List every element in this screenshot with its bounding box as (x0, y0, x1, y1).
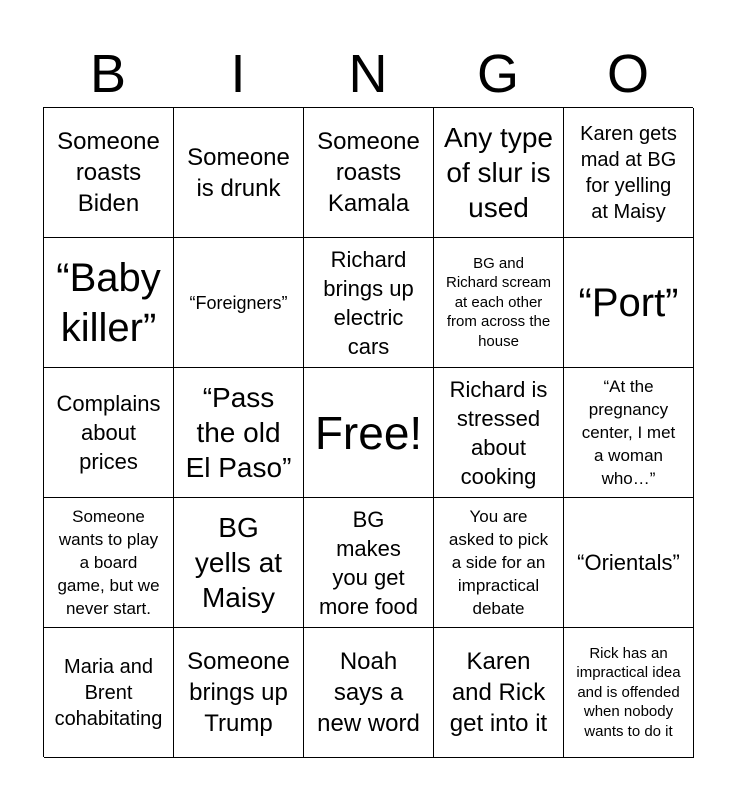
bingo-cell-r1c4[interactable] (434, 108, 564, 238)
cell-label: BG makes you get more food (318, 506, 419, 619)
free-space-label: Free! (314, 406, 423, 459)
cell-label: Someone brings up Trump (187, 648, 290, 737)
cell-label: Maria and Brent cohabitating (54, 655, 163, 730)
bingo-cell-r5c4[interactable] (434, 628, 564, 758)
bingo-cell-r2c2[interactable] (174, 238, 304, 368)
bingo-cell-r5c5[interactable] (564, 628, 694, 758)
cell-label: Someone is drunk (187, 143, 290, 202)
bingo-cell-r5c1[interactable] (44, 628, 174, 758)
cell-label: “Pass the old El Paso” (185, 382, 292, 483)
cell-label: Rick has an impractical idea and is offended when nobody wants to do it (576, 644, 681, 740)
bingo-cell-r4c3[interactable] (304, 498, 434, 628)
cell-label: Noah says a new word (317, 648, 420, 737)
bingo-cell-r1c1[interactable] (44, 108, 174, 238)
bingo-cell-r2c5[interactable] (564, 238, 694, 368)
cell-label: Karen gets mad at BG for yelling at Maisy (580, 122, 677, 223)
bingo-cell-r3c4[interactable] (434, 368, 564, 498)
cell-label: Richard brings up electric cars (323, 246, 414, 359)
cell-label: Complains about prices (56, 391, 161, 474)
header-letter-i: I (230, 44, 246, 104)
header-letter-b: B (89, 44, 127, 104)
bingo-cell-r3c2[interactable] (174, 368, 304, 498)
bingo-cell-r3c5[interactable] (564, 368, 694, 498)
bingo-cell-r1c5[interactable] (564, 108, 694, 238)
bingo-cell-r4c4[interactable] (434, 498, 564, 628)
bingo-cell-r2c4[interactable] (434, 238, 564, 368)
bingo-cell-r2c3[interactable] (304, 238, 434, 368)
cell-label: “Baby killer” (56, 255, 161, 350)
cell-label: “Port” (578, 280, 679, 325)
header-letter-g: G (476, 44, 519, 104)
cell-label: Someone roasts Biden (57, 128, 160, 217)
header-letter-n: N (348, 44, 388, 104)
bingo-cell-r4c2[interactable] (174, 498, 304, 628)
header-letter-o: O (606, 44, 649, 104)
bingo-header (43, 40, 693, 108)
bingo-board (43, 107, 693, 757)
bingo-cell-r4c1[interactable] (44, 498, 174, 628)
cell-label: You are asked to pick a side for an impractical debate (448, 507, 549, 618)
cell-label: “Foreigners” (189, 292, 288, 313)
bingo-cell-r1c2[interactable] (174, 108, 304, 238)
cell-label: BG yells at Maisy (194, 512, 283, 613)
bingo-cell-r5c3[interactable] (304, 628, 434, 758)
bingo-cell-r3c1[interactable] (44, 368, 174, 498)
cell-label: Karen and Rick get into it (449, 648, 548, 737)
bingo-cell-r2c1[interactable] (44, 238, 174, 368)
bingo-cell-r1c3[interactable] (304, 108, 434, 238)
cell-label: Someone roasts Kamala (317, 128, 420, 217)
free-space-cell[interactable] (304, 368, 434, 498)
bingo-cell-r4c5[interactable] (564, 498, 694, 628)
cell-label: Richard is stressed about cooking (449, 376, 548, 489)
cell-label: “At the pregnancy center, I met a woman who…” (581, 377, 676, 488)
cell-label: BG and Richard scream at each other from across the house (445, 254, 552, 350)
cell-label: “Orientals” (577, 550, 680, 575)
bingo-cell-r5c2[interactable] (174, 628, 304, 758)
cell-label: Someone wants to play a board game, but we never start. (57, 507, 160, 618)
cell-label: Any type of slur is used (444, 122, 553, 223)
